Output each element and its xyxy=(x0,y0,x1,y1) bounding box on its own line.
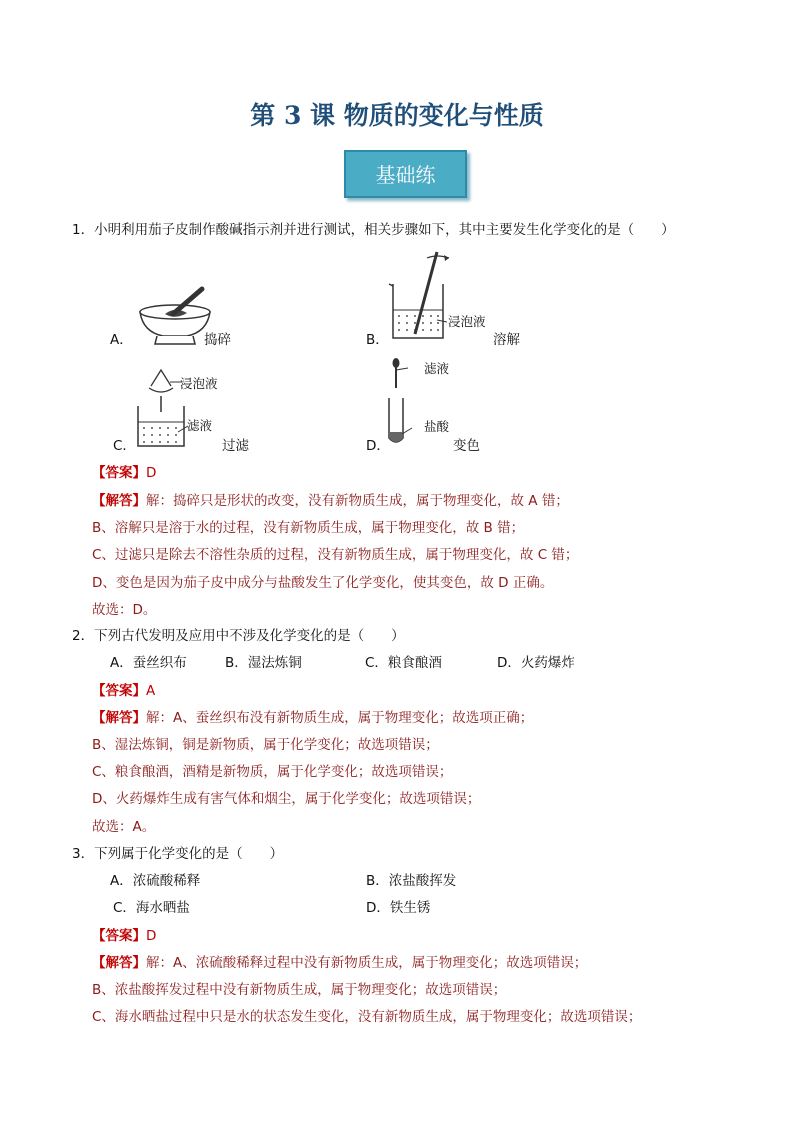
dropper-testtube-figure xyxy=(386,356,426,448)
analysis-tag: 【解答】 xyxy=(92,493,146,509)
analysis-text: 解：A、蚕丝织布没有新物质生成，属于物理变化；故选项正确； xyxy=(146,710,534,726)
q1-answer xyxy=(92,464,156,482)
q1-analysis-line: 故选：D。 xyxy=(92,602,157,618)
section-badge: 基础练 xyxy=(344,150,467,198)
q1-option-c-letter: C． xyxy=(113,438,136,454)
page-title: 第 3 课 物质的变化与性质 xyxy=(250,101,544,130)
q3-stem: 3．下列属于化学变化的是（ ） xyxy=(72,846,284,862)
q1-option-a-letter: A． xyxy=(110,332,133,348)
q1-option-d-label-filtrate: 滤液 xyxy=(424,361,450,376)
q1-option-c-label-filtrate: 滤液 xyxy=(187,418,213,433)
q1-analysis-line: D、变色是因为茄子皮中成分与盐酸发生了化学变化，使其变色，故 D 正确。 xyxy=(92,575,554,591)
answer-tag: 【答案】 xyxy=(92,683,146,699)
answer-value: A xyxy=(146,683,156,699)
q3-analysis-line: B、浓盐酸挥发过程中没有新物质生成，属于物理变化；故选项错误； xyxy=(92,982,507,998)
analysis-text: 解：A、浓硫酸稀释过程中没有新物质生成，属于物理变化；故选项错误； xyxy=(146,955,588,971)
q1-analysis-line: C、过滤只是除去不溶性杂质的过程，没有新物质生成，属于物理变化，故 C 错； xyxy=(92,547,579,563)
q3-analysis-line xyxy=(92,954,587,972)
answer-tag: 【答案】 xyxy=(92,928,146,944)
analysis-text: 解：捣碎只是形状的改变，没有新物质生成，属于物理变化，故 A 错； xyxy=(146,493,569,509)
q2-stem: 2．下列古代发明及应用中不涉及化学变化的是（ ） xyxy=(72,628,405,644)
analysis-tag: 【解答】 xyxy=(92,955,146,971)
q2-option: D．火药爆炸 xyxy=(497,655,575,671)
q3-option: A．浓硫酸稀释 xyxy=(110,873,201,889)
q1-option-b-letter: B． xyxy=(366,332,389,348)
q1-option-d-caption: 变色 xyxy=(453,438,480,454)
q1-stem: 1．小明利用茄子皮制作酸碱指示剂并进行测试，相关步骤如下，其中主要发生化学变化的是（ ） xyxy=(72,222,675,238)
answer-tag: 【答案】 xyxy=(92,465,146,481)
q3-option: C．海水晒盐 xyxy=(113,900,190,916)
q2-analysis-line: 故选：A。 xyxy=(92,819,156,835)
q2-answer xyxy=(92,682,155,700)
q1-option-c-label-soak: 浸泡液 xyxy=(180,376,218,391)
mortar-pestle-figure xyxy=(135,284,215,346)
q2-option: B．湿法炼铜 xyxy=(225,655,302,671)
q2-analysis-line: C、粮食酿酒，酒精是新物质，属于化学变化；故选项错误； xyxy=(92,764,453,780)
q1-option-c-caption: 过滤 xyxy=(222,438,249,454)
q2-option: A．蚕丝织布 xyxy=(110,655,187,671)
answer-value: D xyxy=(146,928,157,944)
q1-option-a-caption: 捣碎 xyxy=(204,332,231,348)
q1-option-b-caption: 溶解 xyxy=(493,332,520,348)
q2-analysis-line: D、火药爆炸生成有害气体和烟尘，属于化学变化；故选项错误； xyxy=(92,791,481,807)
q1-analysis-line xyxy=(92,492,569,510)
q2-analysis-line: B、湿法炼铜，铜是新物质，属于化学变化；故选项错误； xyxy=(92,737,439,753)
q1-option-b-label: 浸泡液 xyxy=(448,314,486,329)
answer-value: D xyxy=(146,465,157,481)
q3-option: D．铁生锈 xyxy=(366,900,431,916)
q3-analysis-line: C、海水晒盐过程中只是水的状态发生变化，没有新物质生成，属于物理变化；故选项错误； xyxy=(92,1009,642,1025)
q1-option-d-letter: D． xyxy=(366,438,390,454)
q2-analysis-line xyxy=(92,709,533,727)
q3-answer xyxy=(92,927,156,945)
q3-option: B．浓盐酸挥发 xyxy=(366,873,457,889)
analysis-tag: 【解答】 xyxy=(92,710,146,726)
q1-option-d-label-hcl: 盐酸 xyxy=(424,419,450,434)
q2-option: C．粮食酿酒 xyxy=(365,655,442,671)
q1-analysis-line: B、溶解只是溶于水的过程，没有新物质生成，属于物理变化，故 B 错； xyxy=(92,520,525,536)
